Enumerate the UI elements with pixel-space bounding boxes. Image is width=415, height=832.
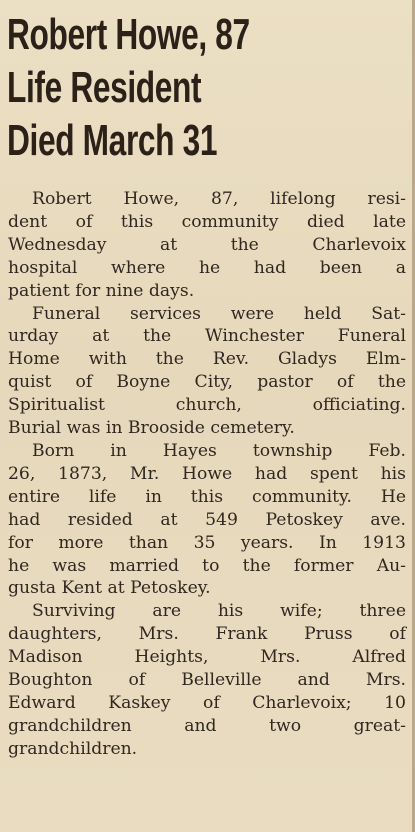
text-line: gusta Kent at Petoskey. [8,578,211,599]
text-line: dent of this community died late [8,211,406,232]
headline [7,8,295,167]
text-line: for more than 35 years. In 1913 [8,532,406,553]
headline-line: Life Resident [7,63,202,112]
headline-line: Died March 31 [7,116,218,165]
text-line: Boughton of Belleville and Mrs. [8,670,406,691]
text-line: quist of Boyne City, pastor of the [8,372,406,393]
text-line: hospital where he had been a [8,257,406,278]
text-line: Edward Kaskey of Charlevoix; 10 [8,692,406,713]
text-line: urday at the Winchester Funeral [8,326,406,347]
paragraph-4 [8,600,406,760]
text-line: Born in Hayes township Feb. [32,440,406,461]
paragraph-3 [8,440,406,600]
paragraph-2 [8,303,406,440]
text-line: Wednesday at the Charlevoix [8,234,406,255]
text-line: 26, 1873, Mr. Howe had spent his [8,463,406,484]
paragraph-1 [8,188,406,303]
text-line: he was married to the former Au- [8,555,406,576]
headline-line: Robert Howe, 87 [7,10,250,59]
article-body [8,188,406,761]
text-line: Surviving are his wife; three [32,601,406,622]
text-line: patient for nine days. [8,280,195,301]
text-line: Burial was in Brooside cemetery. [8,418,295,439]
text-line: entire life in this community. He [8,486,406,507]
text-line: Madison Heights, Mrs. Alfred [8,647,406,668]
text-line: Spiritualist church, officiating. [8,395,406,416]
text-line: daughters, Mrs. Frank Pruss of [8,624,406,645]
text-line: Funeral services were held Sat- [32,303,406,324]
text-line: grandchildren and two great- [8,715,406,736]
text-line: grandchildren. [8,738,138,759]
text-line: had resided at 549 Petoskey ave. [8,509,406,530]
text-line: Robert Howe, 87, lifelong resi- [32,189,406,209]
text-line: Home with the Rev. Gladys Elm- [8,349,406,370]
